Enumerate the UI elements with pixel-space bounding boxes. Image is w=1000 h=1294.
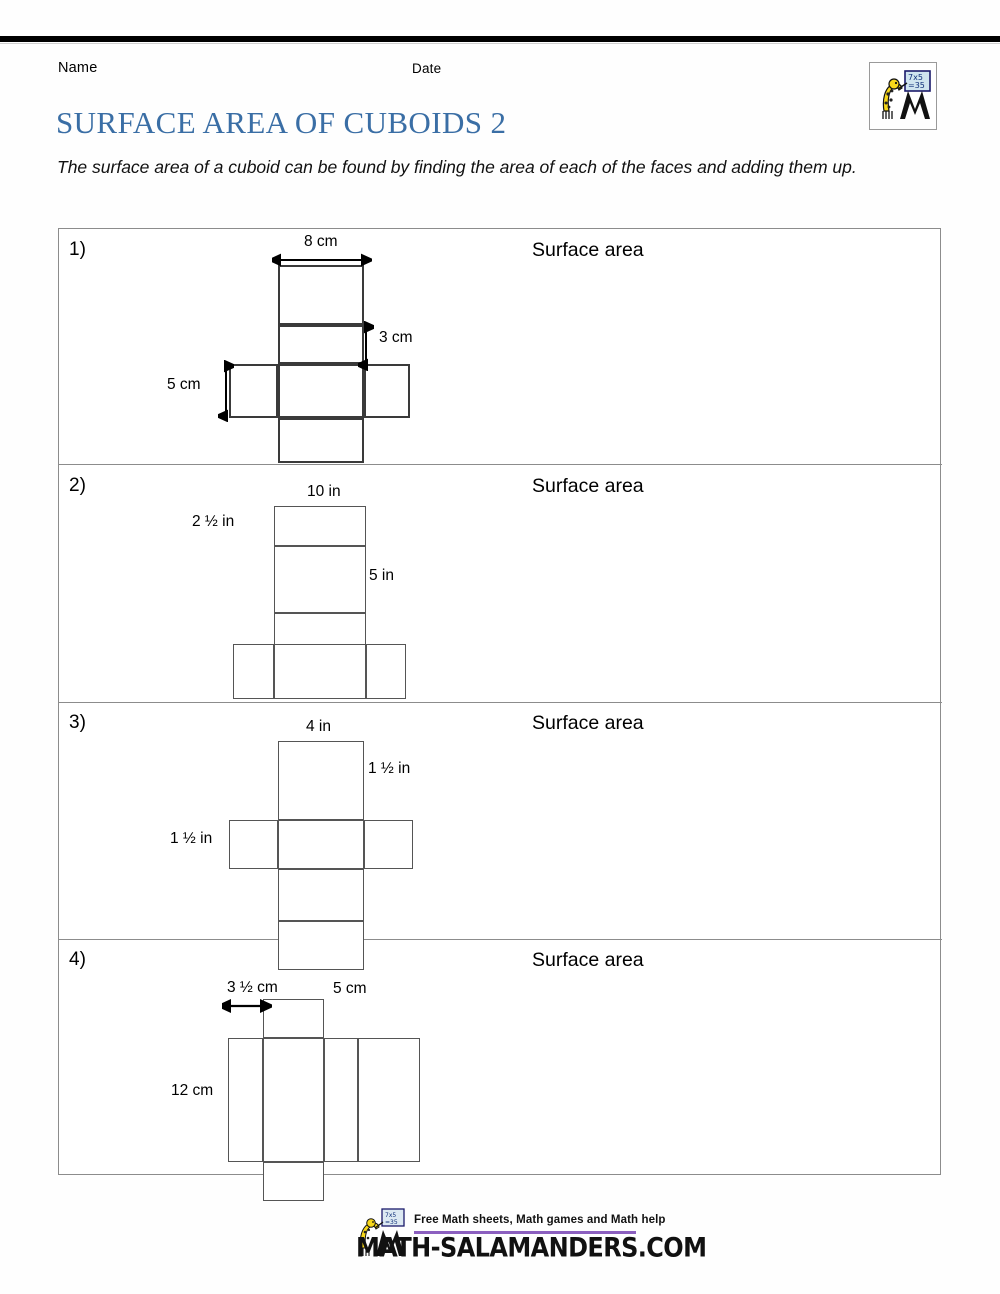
top-divider-rule xyxy=(0,36,1000,42)
dimension-arrow-topleft-4 xyxy=(222,998,272,1014)
problem-number-3: 3) xyxy=(69,712,86,733)
date-field-label: Date xyxy=(412,61,442,76)
dimension-label-left-4: 12 cm xyxy=(171,1082,214,1099)
dimension-label-topright-4: 5 cm xyxy=(333,980,367,997)
net2-face-bottom xyxy=(274,644,366,699)
net4-face-top-flap xyxy=(263,999,324,1038)
problem-number-4: 4) xyxy=(69,949,86,970)
cuboid-net-3 xyxy=(59,703,479,939)
footer-tagline: Free Math sheets, Math games and Math help xyxy=(414,1214,666,1226)
surface-area-prompt-2: Surface area xyxy=(532,475,644,497)
net4-face-left xyxy=(228,1038,263,1162)
problem-row-1 xyxy=(59,229,942,464)
dimension-arrow-left-1 xyxy=(218,360,234,422)
problems-table xyxy=(58,228,941,1175)
dimension-label-left-2: 2 ½ in xyxy=(192,513,235,530)
dimension-label-topleft-4: 3 ½ cm xyxy=(227,979,278,996)
net1-face-top xyxy=(278,265,364,325)
net2-face-right xyxy=(366,644,406,699)
net2-face-upper xyxy=(274,546,366,613)
cuboid-net-1 xyxy=(59,229,479,464)
dimension-label-top-3: 4 in xyxy=(306,718,331,735)
dimension-arrow-right-1 xyxy=(358,321,374,371)
svg-text:=35: =35 xyxy=(908,81,925,90)
net3-face-right xyxy=(364,820,413,869)
problem-number-1: 1) xyxy=(69,239,86,260)
net3-face-top xyxy=(278,741,364,820)
surface-area-prompt-4: Surface area xyxy=(532,949,644,971)
svg-text:7x5: 7x5 xyxy=(385,1212,397,1219)
net1-face-right xyxy=(364,364,410,418)
net4-face-bottom-flap xyxy=(263,1162,324,1201)
cuboid-net-2 xyxy=(59,465,479,702)
problem-row-4 xyxy=(59,940,942,1176)
net3-face-lower xyxy=(278,869,364,921)
footer-logo-block xyxy=(352,1204,707,1276)
net1-face-center xyxy=(278,364,364,418)
instruction-text: The surface area of a cuboid can be found by finding the area of each of the faces and adding them up. xyxy=(57,157,857,177)
dimension-label-left-1: 5 cm xyxy=(167,376,201,393)
net1-face-bottom xyxy=(278,418,364,463)
name-field-label: Name xyxy=(58,60,98,76)
footer-site-name: MATH-SALAMANDERS.COM xyxy=(356,1232,707,1264)
dimension-label-right-2: 5 in xyxy=(369,567,394,584)
dimension-label-right-3: 1 ½ in xyxy=(368,760,411,777)
net1-face-left xyxy=(229,364,278,418)
math-salamanders-logo-icon xyxy=(869,62,937,130)
dimension-arrow-top-1 xyxy=(272,251,372,267)
problem-row-3 xyxy=(59,703,942,939)
dimension-label-left-3: 1 ½ in xyxy=(170,830,213,847)
svg-text:=35: =35 xyxy=(385,1219,398,1226)
net2-face-top xyxy=(274,506,366,546)
net4-face-right xyxy=(324,1038,358,1162)
net3-face-left xyxy=(229,820,278,869)
net4-face-front xyxy=(263,1038,324,1162)
net3-face-center xyxy=(278,820,364,869)
page-footer xyxy=(0,1200,1000,1280)
dimension-label-top-1: 8 cm xyxy=(304,233,338,250)
dimension-label-top-2: 10 in xyxy=(307,483,341,500)
problem-number-2: 2) xyxy=(69,475,86,496)
problem-row-2 xyxy=(59,465,942,702)
net4-face-back xyxy=(358,1038,420,1162)
cuboid-net-4 xyxy=(59,940,479,1176)
net1-face-upper xyxy=(278,325,364,364)
surface-area-prompt-3: Surface area xyxy=(532,712,644,734)
net2-face-left xyxy=(233,644,274,699)
dimension-label-right-1: 3 cm xyxy=(379,329,413,346)
surface-area-prompt-1: Surface area xyxy=(532,239,644,261)
page-title: SURFACE AREA OF CUBOIDS 2 xyxy=(56,105,507,140)
svg-text:7x5: 7x5 xyxy=(908,73,923,82)
